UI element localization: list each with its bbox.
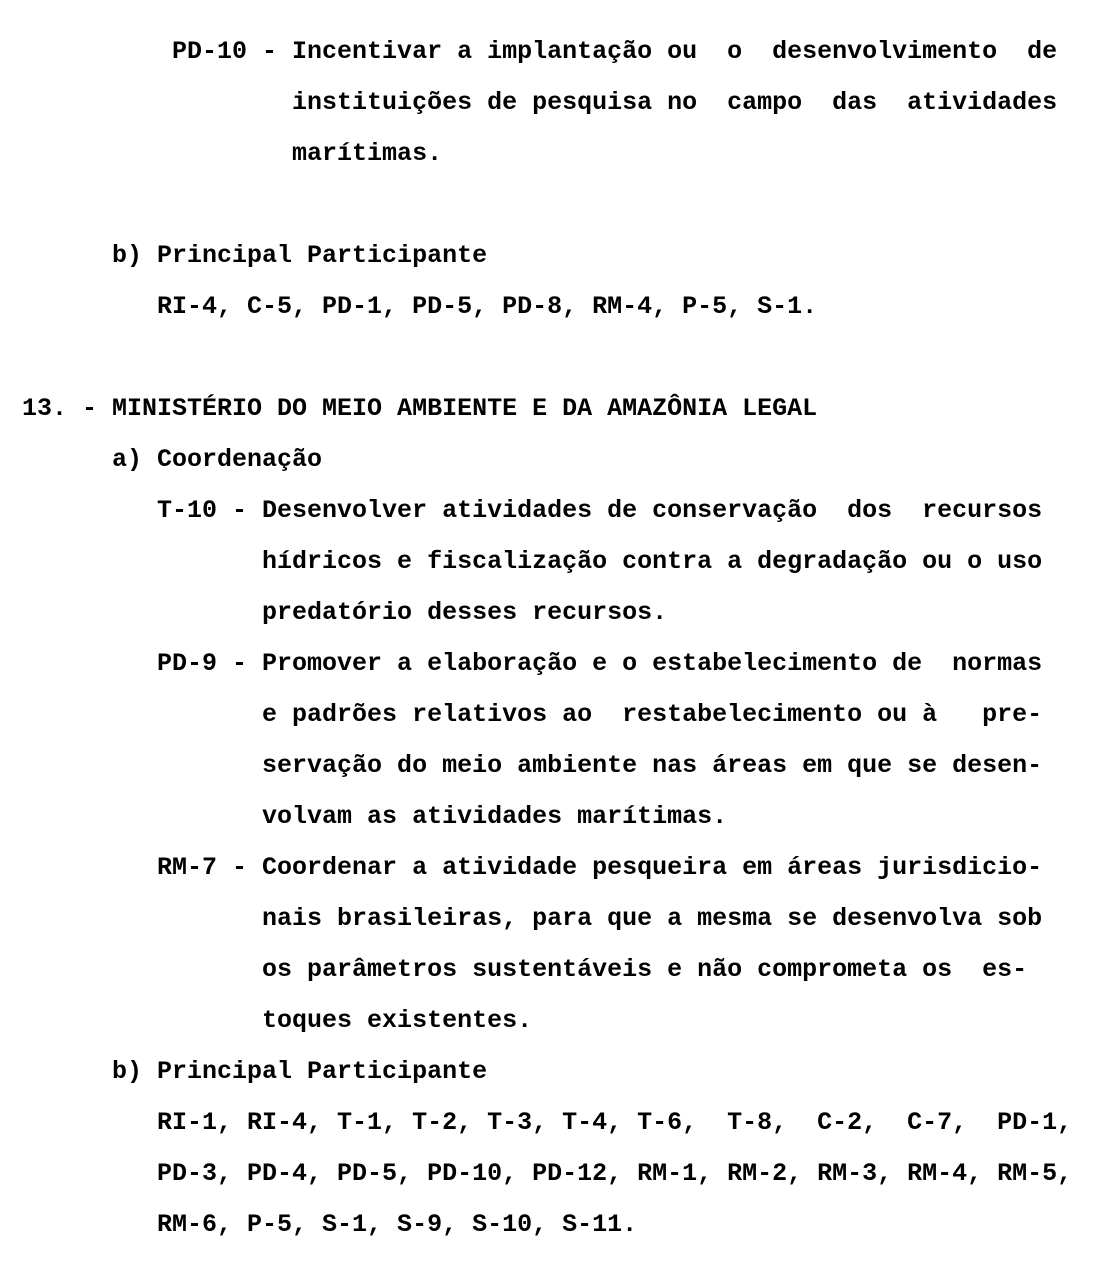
participants-list-2-line1: RI-1, RI-4, T-1, T-2, T-3, T-4, T-6, T-8, C-2, C-7, PD-1, <box>22 1108 1073 1137</box>
item-t10-line1: T-10 - Desenvolver atividades de conservação dos recursos <box>22 496 1043 525</box>
item-pd9-line2: e padrões relativos ao restabelecimento ou à pre- <box>22 700 1043 729</box>
section-b-heading-1: b) Principal Participante <box>22 241 488 270</box>
item-t10-line3: predatório desses recursos. <box>22 598 668 627</box>
item-rm7-line4: toques existentes. <box>22 1006 533 1035</box>
item-pd10-line3: marítimas. <box>22 139 443 168</box>
item-rm7-line1: RM-7 - Coordenar a atividade pesqueira em áreas jurisdicio- <box>22 853 1043 882</box>
blank-line <box>22 332 1107 383</box>
item-pd9-line1: PD-9 - Promover a elaboração e o estabelecimento de normas <box>22 649 1043 678</box>
item-pd9-line4: volvam as atividades marítimas. <box>22 802 728 831</box>
item-pd10-line1: PD-10 - Incentivar a implantação ou o desenvolvimento de <box>22 37 1058 66</box>
participants-list-1: RI-4, C-5, PD-1, PD-5, PD-8, RM-4, P-5, S-1. <box>22 292 818 321</box>
blank-line <box>22 179 1107 230</box>
item-rm7-line2: nais brasileiras, para que a mesma se desenvolva sob <box>22 904 1043 933</box>
ministry-13-heading: 13. - MINISTÉRIO DO MEIO AMBIENTE E DA AMAZÔNIA LEGAL <box>22 394 818 423</box>
item-pd9-line3: servação do meio ambiente nas áreas em que se desen- <box>22 751 1043 780</box>
item-rm7-line3: os parâmetros sustentáveis e não comprometa os es- <box>22 955 1028 984</box>
item-pd10-line2: instituições de pesquisa no campo das atividades <box>22 88 1058 117</box>
section-a-heading: a) Coordenação <box>22 445 323 474</box>
participants-list-2-line3: RM-6, P-5, S-1, S-9, S-10, S-11. <box>22 1210 638 1239</box>
section-b-heading-2: b) Principal Participante <box>22 1057 488 1086</box>
item-t10-line2: hídricos e fiscalização contra a degradação ou o uso <box>22 547 1043 576</box>
participants-list-2-line2: PD-3, PD-4, PD-5, PD-10, PD-12, RM-1, RM-2, RM-3, RM-4, RM-5, <box>22 1159 1073 1188</box>
